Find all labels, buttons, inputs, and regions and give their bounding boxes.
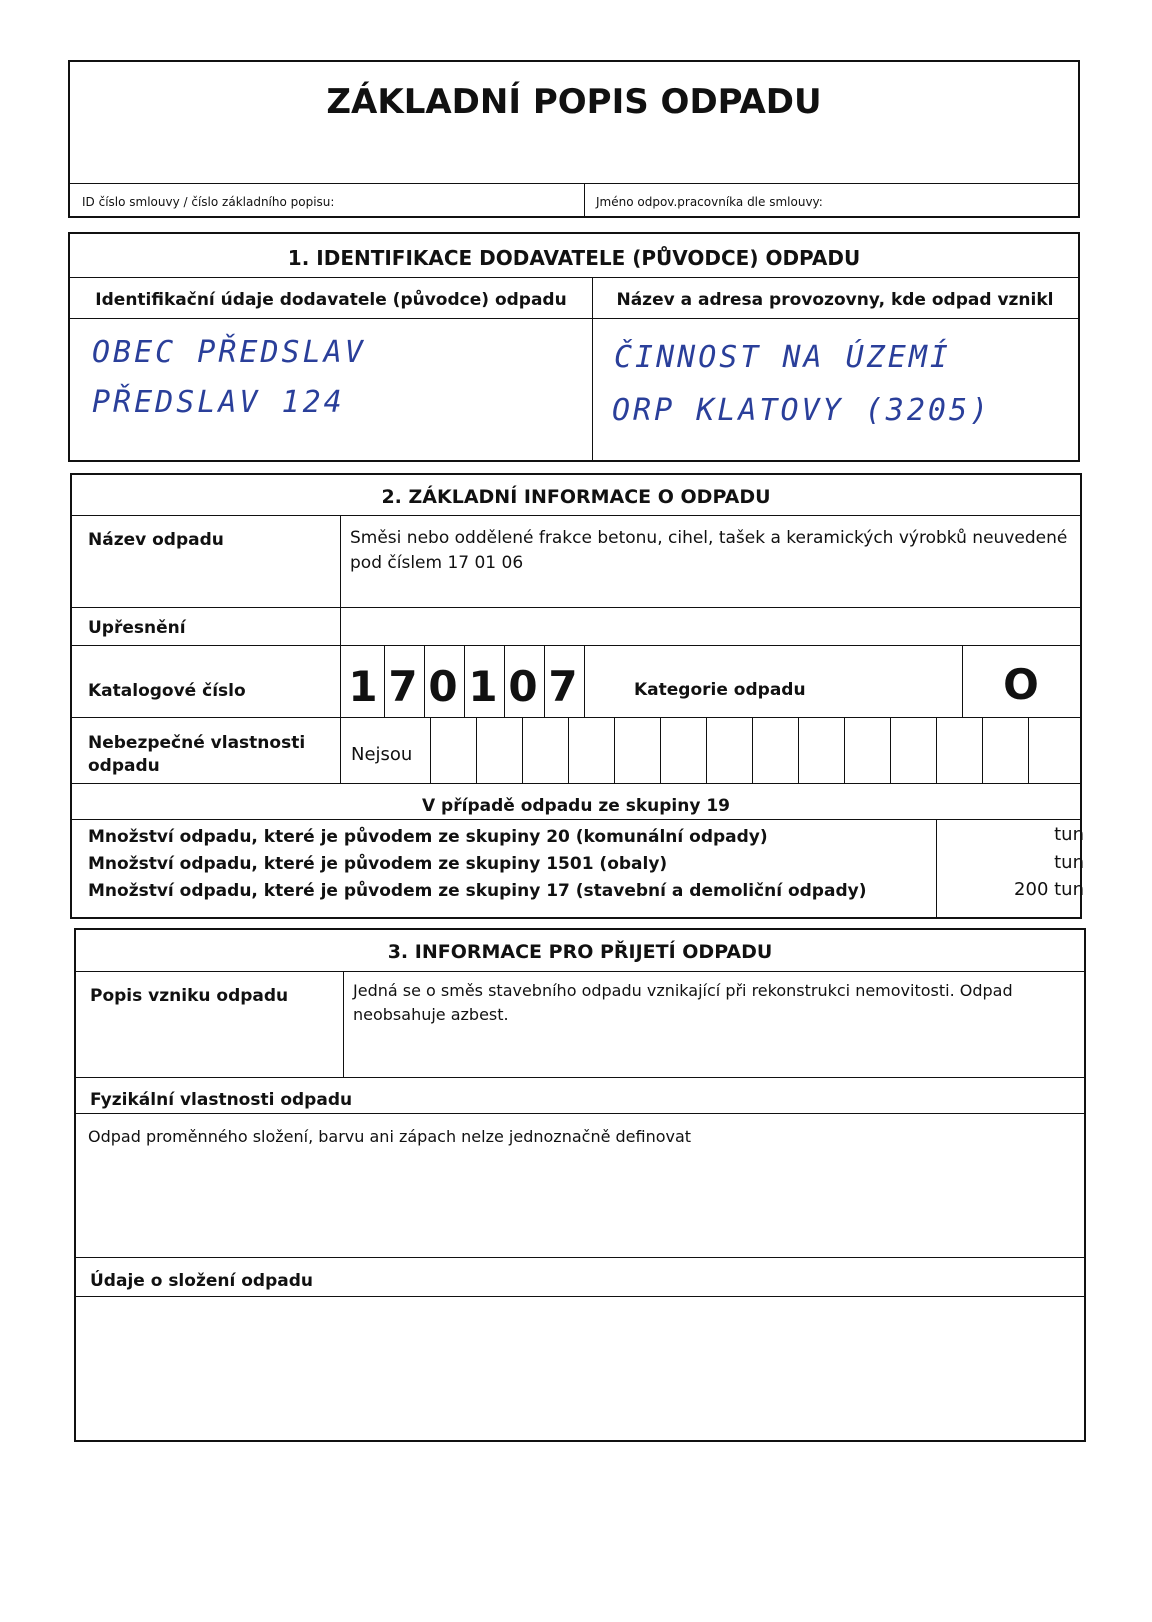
digit-separator [464, 645, 465, 717]
facility-location-handwritten: ORP KLATOVY (3205) [612, 393, 992, 428]
hazard-cell [798, 717, 799, 783]
document-title: ZÁKLADNÍ POPIS ODPADU [326, 82, 822, 122]
section2-title: 2. ZÁKLADNÍ INFORMACE O ODPADU [381, 486, 771, 508]
waste-category-value: O [1003, 660, 1039, 709]
catalog-digit: 7 [548, 662, 578, 711]
hazard-cell [614, 717, 615, 783]
title-col-divider [584, 183, 585, 216]
amount-value-group17: 200 tun [1014, 879, 1084, 900]
group19-title: V případě odpadu ze skupiny 19 [421, 796, 731, 816]
catalog-number-label: Katalogové číslo [88, 681, 246, 701]
waste-name-value-line2: pod číslem 17 01 06 [350, 553, 524, 573]
section2-divider-catalog [72, 717, 1080, 718]
section2-divider-hazard [72, 783, 1080, 784]
section2-label-divider [340, 515, 341, 717]
section2-divider-name [72, 607, 1080, 608]
section2-divider-spec [72, 645, 1080, 646]
amount-value-group20: tun [1054, 824, 1084, 845]
hazard-label-line2: odpadu [88, 756, 160, 776]
hazard-cell [982, 717, 983, 783]
hazard-cell [890, 717, 891, 783]
catalog-digit: 0 [508, 662, 538, 711]
hazard-cell [936, 717, 937, 783]
section2-label-divider-hazard [340, 717, 341, 783]
waste-origin-value-line1: Jedná se o směs stavebního odpadu vznikající při rekonstrukci nemovitosti. Odpad [353, 981, 1013, 1000]
facility-header: Název a adresa provozovny, kde odpad vznikl [616, 290, 1054, 310]
hazard-cell [706, 717, 707, 783]
catalog-digit: 0 [428, 662, 458, 711]
digit-separator [504, 645, 505, 717]
catalog-digit: 7 [388, 662, 418, 711]
section3-title: 3. INFORMACE PRO PŘIJETÍ ODPADU [387, 941, 773, 963]
title-divider [70, 183, 1078, 184]
waste-name-label: Název odpadu [88, 530, 224, 550]
section3-divider-physical [76, 1113, 1084, 1114]
hazard-cell [476, 717, 477, 783]
digit-separator [424, 645, 425, 717]
waste-origin-label: Popis vzniku odpadu [90, 986, 289, 1006]
amount-label-group17: Množství odpadu, které je původem ze skupiny 17 (stavební a demoliční odpady) [88, 881, 867, 901]
hazard-cell [430, 717, 431, 783]
waste-category-label: Kategorie odpadu [634, 680, 806, 700]
section1-title: 1. IDENTIFIKACE DODAVATELE (PŮVODCE) ODPADU [287, 246, 861, 270]
hazard-cell [522, 717, 523, 783]
hazard-value: Nejsou [351, 744, 413, 765]
hazard-cell [844, 717, 845, 783]
catalog-digit: 1 [468, 662, 498, 711]
amount-value-group1501: tun [1054, 852, 1084, 873]
supplier-name-handwritten: OBEC PŘEDSLAV [92, 335, 366, 370]
hazard-cell [660, 717, 661, 783]
facility-activity-handwritten: ČINNOST NA ÚZEMÍ [614, 340, 951, 375]
specification-label: Upřesnění [88, 618, 186, 638]
physical-properties-label: Fyzikální vlastnosti odpadu [90, 1090, 353, 1110]
section3-divider-title [76, 971, 1084, 972]
digit-separator [384, 645, 385, 717]
section1-divider-2 [70, 318, 1078, 319]
supplier-id-header: Identifikační údaje dodavatele (původce) odpadu [95, 290, 567, 310]
digit-separator [544, 645, 545, 717]
composition-label: Údaje o složení odpadu [90, 1271, 313, 1291]
section2-divider-group19 [72, 819, 1080, 820]
hazard-cell [752, 717, 753, 783]
section3-divider-composition [76, 1296, 1084, 1297]
section3-divider-origin [76, 1077, 1084, 1078]
catalog-digit: 1 [348, 662, 378, 711]
section2-divider-title [72, 515, 1080, 516]
contract-id-label: ID číslo smlouvy / číslo základního popisu: [82, 195, 335, 209]
digit-separator [584, 645, 585, 717]
hazard-cell [568, 717, 569, 783]
amount-label-group1501: Množství odpadu, které je původem ze skupiny 1501 (obaly) [88, 854, 668, 874]
physical-properties-value: Odpad proměnného složení, barvu ani zápach nelze jednoznačně definovat [88, 1127, 692, 1146]
section3-label-divider [343, 971, 344, 1077]
supplier-address-handwritten: PŘEDSLAV 124 [92, 385, 345, 420]
hazard-cell [1028, 717, 1029, 783]
waste-origin-value-line2: neobsahuje azbest. [353, 1005, 509, 1024]
waste-name-value-line1: Směsi nebo oddělené frakce betonu, cihel, tašek a keramických výrobků neuvedené [350, 528, 1068, 548]
amount-label-group20: Množství odpadu, které je původem ze skupiny 20 (komunální odpady) [88, 827, 768, 847]
responsible-person-label: Jméno odpov.pracovníka dle smlouvy: [596, 195, 823, 209]
hazard-label-line1: Nebezpečné vlastnosti [88, 733, 306, 753]
section3-divider-composition-top [76, 1257, 1084, 1258]
section1-divider-1 [70, 277, 1078, 278]
